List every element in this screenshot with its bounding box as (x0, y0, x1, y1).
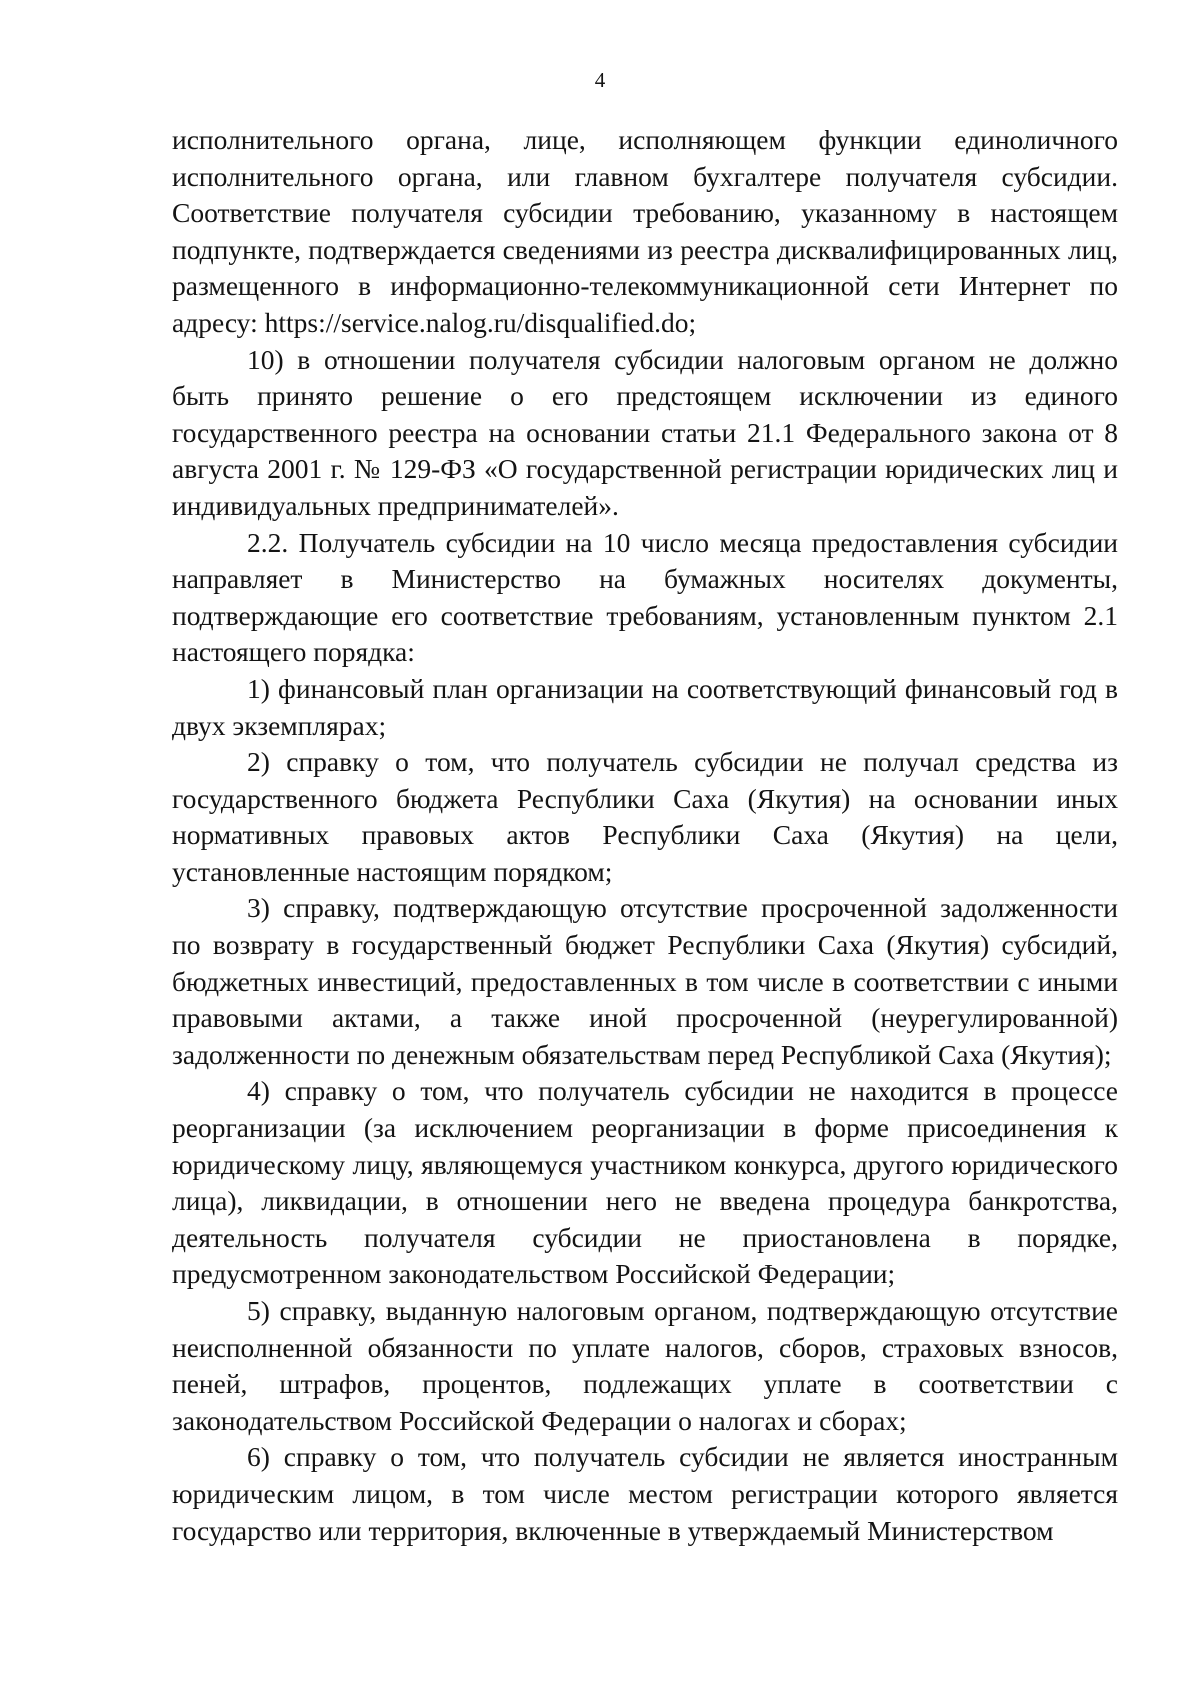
page-number: 4 (594, 68, 606, 92)
paragraph-item-3: 3) справку, подтверждающую отсутствие просроченной задолженности по возврату в государственный бюджет Республики Саха (Якутия) субсидий, бюджетных инвестиций, предоставленных в том числе в соответствии с иными правовыми актами, а также иной просроченной (неурегулированной) задолженности по денежным обязательствам перед Республикой Саха (Якутия); (172, 892, 1118, 1070)
paragraph-continuation: исполнительного органа, лице, исполняющем функции единоличного исполнительного органа, или главном бухгалтере получателя субсидии. Соответствие получателя субсидии требованию, указанному в настоящем подпункте, подтверждается сведениями из реестра дисквалифицированных лиц, размещенного в информационно-телекоммуникационной сети Интернет по адресу: https://service.nalog.ru/disqualified.do; (172, 124, 1118, 338)
paragraph-item-2: 2) справку о том, что получатель субсидии не получал средства из государственного бюджета Республики Саха (Якутия) на основании иных нормативных правовых актов Республики Саха (Якутия) на цели, установленные настоящим порядком; (172, 746, 1118, 887)
paragraph-item-6: 6) справку о том, что получатель субсидии не является иностранным юридическим лицом, в том числе местом регистрации которого является государство или территория, включенные в утверждаемый Министерством (172, 1441, 1118, 1546)
paragraph-item-1: 1) финансовый план организации на соответствующий финансовый год в двух экземплярах; (172, 672, 1118, 741)
document-body (172, 122, 1118, 1549)
paragraph-item-5: 5) справку, выданную налоговым органом, подтверждающую отсутствие неисполненной обязанности по уплате налогов, сборов, страховых взносов, пеней, штрафов, процентов, подлежащих уплате в соответствии с законодательством Российской Федерации о налогах и сборах; (172, 1295, 1118, 1436)
paragraph-item-4: 4) справку о том, что получатель субсидии не находится в процессе реорганизации (за исключением реорганизации в форме присоединения к юридическому лицу, являющемуся участником конкурса, другого юридического лица), ликвидации, в отношении него не введена процедура банкротства, деятельность получателя субсидии не приостановлена в порядке, предусмотренном законодательством Российской Федерации; (172, 1075, 1118, 1290)
paragraph-section-2-2: 2.2. Получатель субсидии на 10 число месяца предоставления субсидии направляет в Министерство на бумажных носителях документы, подтверждающие его соответствие требованиям, установленным пунктом 2.1 настоящего порядка: (172, 526, 1118, 668)
paragraph-item-10: 10) в отношении получателя субсидии налоговым органом не должно быть принято решение о его предстоящем исключении из единого государственного реестра на основании статьи 21.1 Федерального закона от 8 августа 2001 г. № 129-ФЗ «О государственной регистрации юридических лиц и индивидуальных предпринимателей». (172, 343, 1118, 521)
